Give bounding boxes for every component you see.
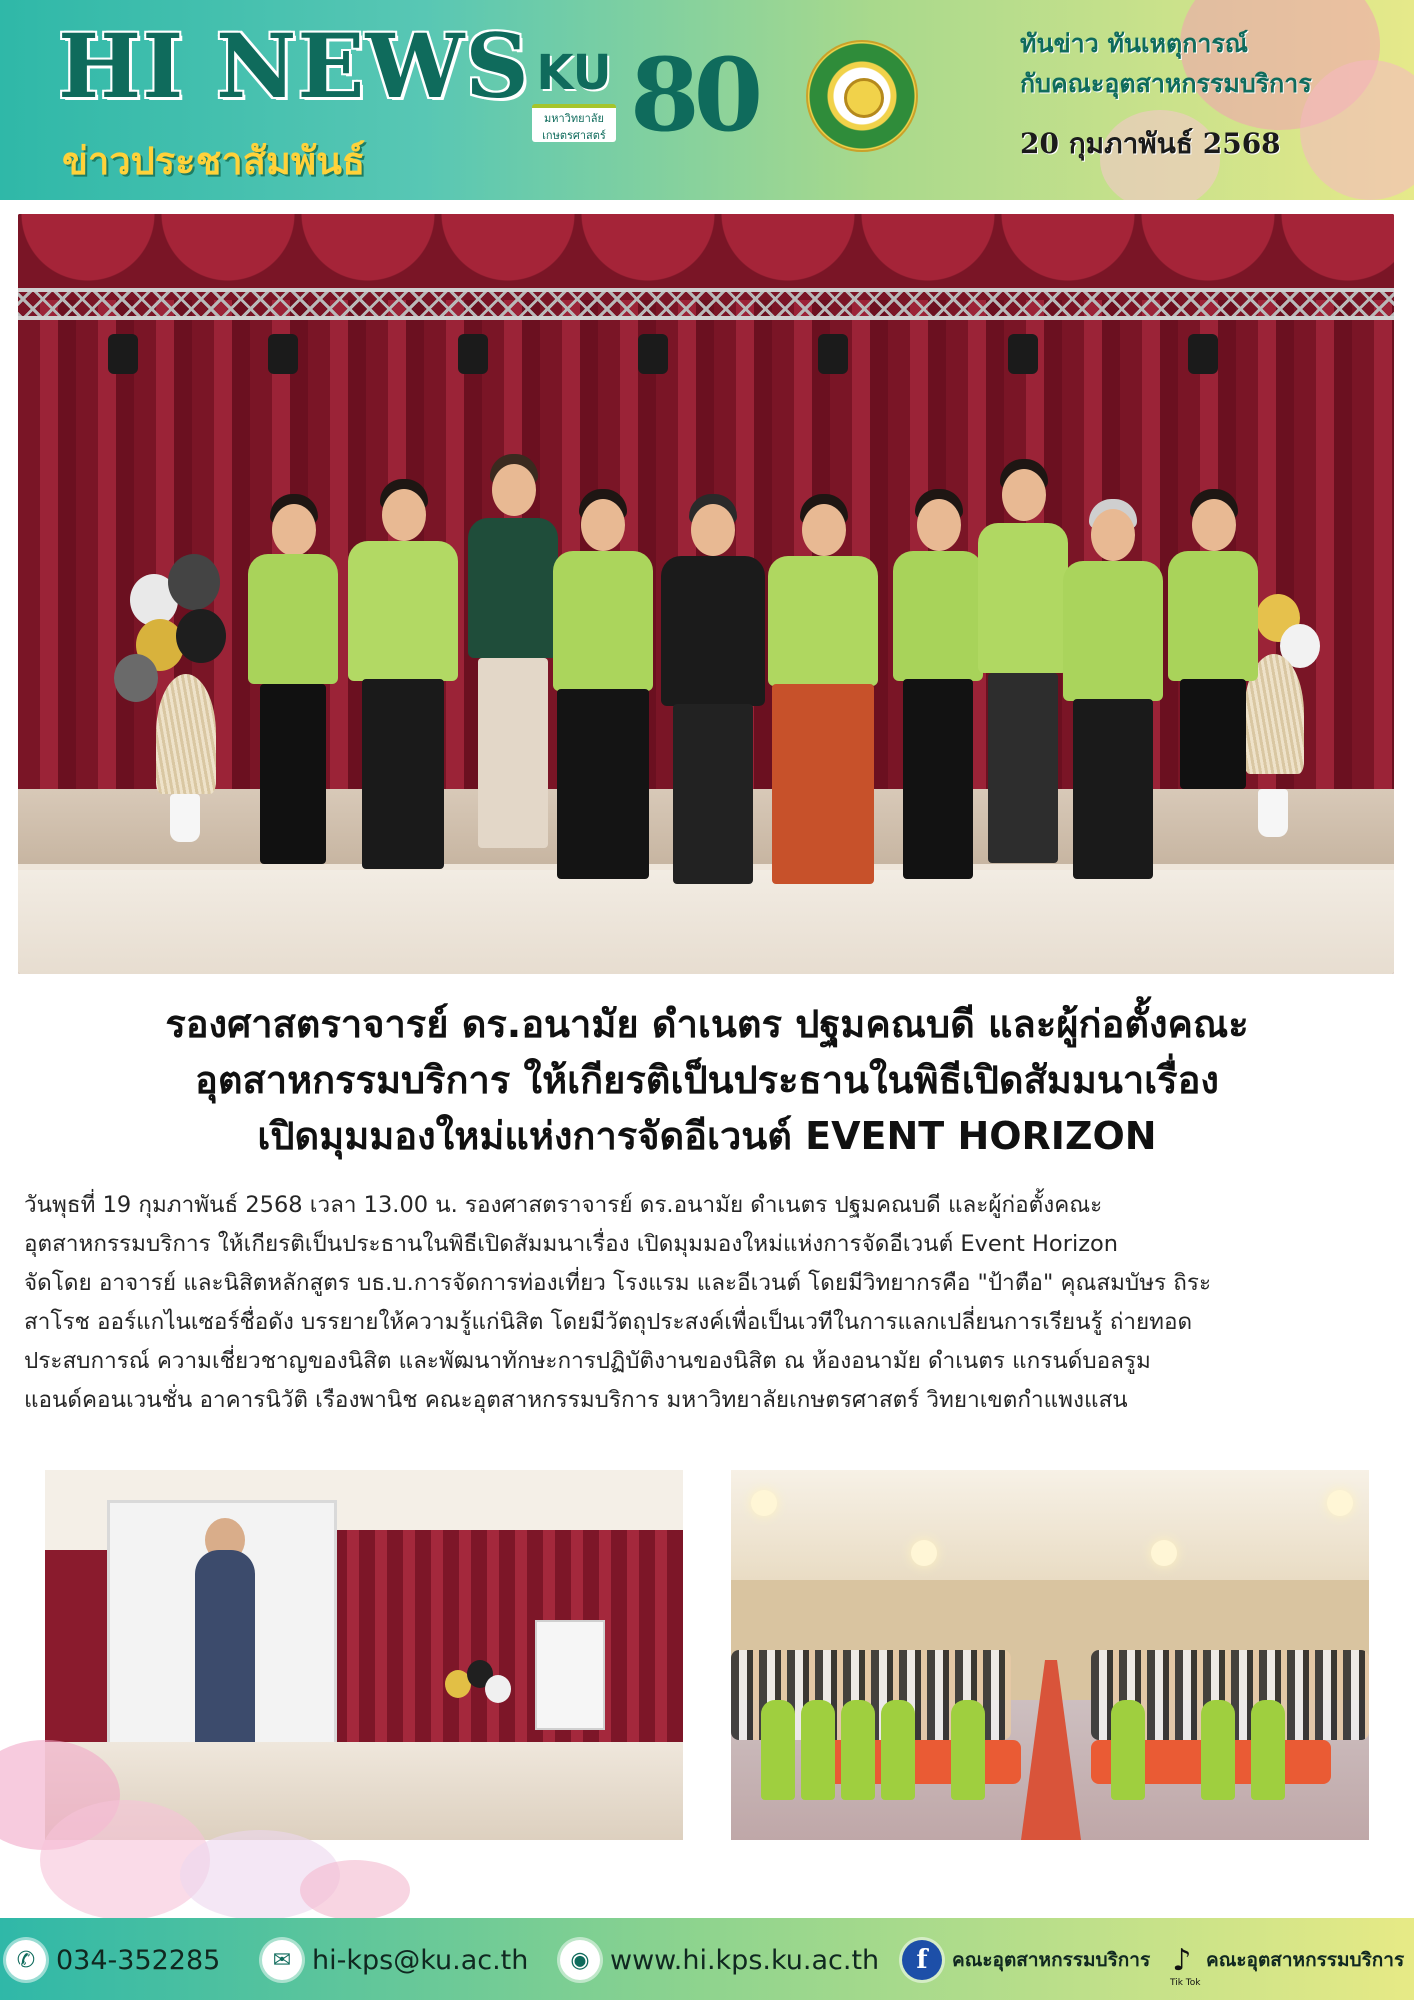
footer-website[interactable] — [560, 1940, 879, 1980]
issue-date: 20 กุมภาพันธ์ 2568 — [1020, 127, 1281, 160]
side-projection-screen — [535, 1620, 605, 1730]
guest-figure — [951, 1700, 985, 1800]
phone-number: 034-352285 — [56, 1944, 221, 1976]
decorative-flower — [300, 1860, 410, 1920]
guest-figure — [761, 1700, 795, 1800]
stage-screen-photo — [45, 1470, 683, 1840]
balloon — [485, 1675, 511, 1703]
brand-title: HI NEWS — [58, 14, 530, 118]
person — [338, 479, 468, 879]
person — [1053, 499, 1173, 889]
article-headline — [20, 996, 1394, 1164]
decorative-flower — [180, 1830, 340, 1920]
tagline-line-1: ทันข่าว ทันเหตุการณ์ — [1020, 29, 1249, 58]
article-body-line: จัดโดย อาจารย์ และนิสิตหลักสูตร บธ.บ.การจัดการท่องเที่ยว โรงแรม และอีเวนต์ โดยมีวิทยากรคือ "ป้าตือ" คุณสมบัษร ถิระ — [24, 1270, 1212, 1296]
lighting-truss — [18, 288, 1394, 320]
main-event-photo — [18, 214, 1394, 974]
ceiling — [731, 1470, 1369, 1580]
contact-footer — [0, 1918, 1414, 2000]
ballroom-audience-photo — [731, 1470, 1369, 1840]
spotlight-icon — [638, 334, 668, 374]
balloon — [168, 554, 220, 610]
pampas-grass-decor — [156, 674, 216, 794]
spotlight-icon — [458, 334, 488, 374]
footer-facebook[interactable] — [902, 1940, 1150, 1980]
email-address: hi-kps@ku.ac.th — [312, 1944, 529, 1976]
article-body-line: อุตสาหกรรมบริการ ให้เกียรติเป็นประธานในพิธีเปิดสัมมนาเรื่อง เปิดมุมมองใหม่แห่งการจัดอีเวนต์ Event Horizon — [24, 1231, 1119, 1257]
chandelier-light — [1151, 1540, 1177, 1566]
guest-figure — [881, 1700, 915, 1800]
website-url: www.hi.kps.ku.ac.th — [610, 1944, 880, 1976]
brand-subtitle: ข่าวประชาสัมพันธ์ — [62, 139, 366, 183]
ku-80-anniversary-logo — [630, 36, 758, 154]
faculty-seal-logo — [806, 40, 918, 152]
chandelier-light — [751, 1490, 777, 1516]
article-body — [24, 1186, 1394, 1420]
mail-icon: ✉ — [262, 1940, 302, 1980]
ku-logo-mark: KU — [536, 45, 612, 101]
spotlight-icon — [1188, 334, 1218, 374]
person — [1158, 489, 1268, 889]
headline-line-3: เปิดมุมมองใหม่แห่งการจัดอีเวนต์ EVENT HORIZON — [257, 1114, 1157, 1158]
seal-emblem-icon — [844, 78, 884, 118]
header-banner — [0, 0, 1414, 200]
article-body-line: สาโรช ออร์แกไนเซอร์ชื่อดัง บรรยายให้ความรู้แก่นิสิต โดยมีวัตถุประสงค์เพื่อเป็นเวทีในการแลกเปลี่ยนการเรียนรู้ ถ่ายทอด — [24, 1309, 1193, 1335]
person — [543, 489, 663, 889]
tiktok-icon: ♪ — [1172, 1942, 1192, 1978]
guest-figure — [1201, 1700, 1235, 1800]
tiktok-account-name: คณะอุตสาหกรรมบริการ — [1206, 1949, 1405, 1971]
balloon — [114, 654, 158, 702]
article-body-line: วันพุธที่ 19 กุมภาพันธ์ 2568 เวลา 13.00 น. รองศาสตราจารย์ ดร.อนามัย ดำเนตร ปฐมคณบดี และผู้ก่อตั้งคณะ — [24, 1192, 1103, 1218]
spotlight-icon — [268, 334, 298, 374]
guest-figure — [1111, 1700, 1145, 1800]
person — [758, 494, 888, 894]
chandelier-light — [911, 1540, 937, 1566]
person — [238, 494, 348, 874]
ku-logo — [532, 42, 616, 146]
footer-phone[interactable] — [6, 1940, 220, 1980]
vase — [170, 794, 200, 842]
headline-line-2: อุตสาหกรรมบริการ ให้เกียรติเป็นประธานในพิธีเปิดสัมมนาเรื่อง — [195, 1058, 1219, 1102]
headline-line-1: รองศาสตราจารย์ ดร.อนามัย ดำเนตร ปฐมคณบดี และผู้ก่อตั้งคณะ — [165, 1002, 1249, 1046]
person — [653, 494, 773, 894]
ku80-number: 80 — [630, 36, 758, 154]
globe-icon: ◉ — [560, 1940, 600, 1980]
article-body-line: ประสบการณ์ ความเชี่ยวชาญของนิสิต และพัฒนาทักษะการปฏิบัติงานของนิสิต ณ ห้องอนามัย ดำเนตร แกรนด์บอลรูม — [24, 1348, 1151, 1374]
guest-figure — [841, 1700, 875, 1800]
tiktok-caption: Tik Tok — [1170, 1978, 1201, 1988]
balloon — [176, 609, 226, 663]
facebook-page-name: คณะอุตสาหกรรมบริการ — [952, 1949, 1151, 1971]
article-body-line: แอนด์คอนเวนชั่น อาคารนิวัติ เรืองพานิช คณะอุตสาหกรรมบริการ มหาวิทยาลัยเกษตรศาสตร์ วิทยาเขตกำแพงแสน — [24, 1387, 1128, 1413]
spotlight-icon — [108, 334, 138, 374]
guest-figure — [801, 1700, 835, 1800]
guest-figure — [1251, 1700, 1285, 1800]
chandelier-light — [1327, 1490, 1353, 1516]
stage-platform — [45, 1742, 683, 1840]
ku-logo-caption: มหาวิทยาลัยเกษตรศาสตร์ — [532, 104, 616, 142]
spotlight-icon — [818, 334, 848, 374]
facebook-icon: f — [902, 1940, 942, 1980]
tagline-line-2: กับคณะอุตสาหกรรมบริการ — [1020, 69, 1312, 98]
header-tagline — [1020, 24, 1400, 104]
footer-tiktok[interactable] — [1168, 1940, 1404, 1980]
phone-icon: ✆ — [6, 1940, 46, 1980]
footer-email[interactable] — [262, 1940, 528, 1980]
spotlight-icon — [1008, 334, 1038, 374]
